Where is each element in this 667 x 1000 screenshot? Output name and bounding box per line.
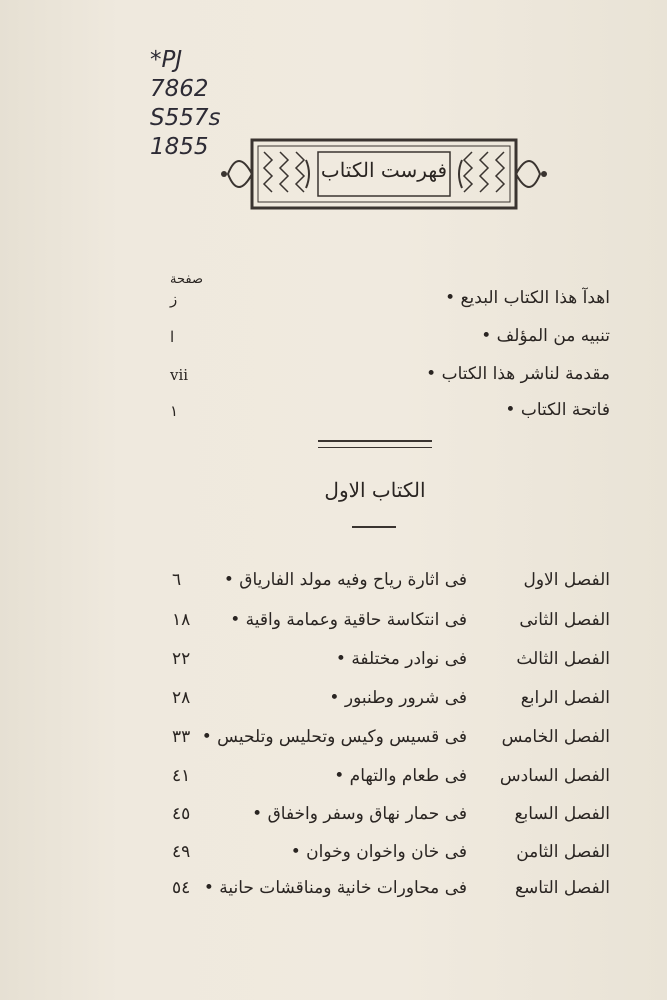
chapter-title: فى محاورات خانية ومناقشات حانية • xyxy=(203,878,467,898)
chapter-label: الفصل الثانى xyxy=(519,610,610,630)
table-row xyxy=(150,688,610,720)
page-title: فهرست الكتاب xyxy=(320,158,448,182)
table-row xyxy=(150,804,610,836)
page-number: ز xyxy=(170,290,178,308)
table-row xyxy=(150,766,610,798)
chapter-title: فى قسيس وكيس وتحليس وتلحيس • xyxy=(201,727,467,747)
table-row xyxy=(150,842,610,874)
page-number: ٤١ xyxy=(172,766,191,786)
list-item xyxy=(160,326,610,356)
chapter-title: فى خان واخوان وخوان • xyxy=(290,842,467,862)
page-column-label: صفحة xyxy=(170,272,203,287)
page-number: ٤٩ xyxy=(172,842,191,862)
page-number: ٥٤ xyxy=(172,878,191,898)
table-row xyxy=(150,727,610,759)
list-item xyxy=(160,288,610,318)
chapter-title: فى حمار نهاق وسفر واخفاق • xyxy=(252,804,467,824)
chapter-label: الفصل الخامس xyxy=(501,727,610,747)
page-number: vii xyxy=(170,366,189,384)
chapter-title: فى طعام والتهام • xyxy=(334,766,467,786)
divider xyxy=(352,526,396,528)
page-number: ٢٨ xyxy=(172,688,191,708)
page-number: ا xyxy=(170,328,175,346)
chapter-title: فى نوادر مختلفة • xyxy=(335,649,467,669)
table-row xyxy=(150,570,610,602)
divider xyxy=(318,440,432,448)
chapter-label: الفصل السادس xyxy=(499,766,610,786)
front-matter-title: تنبيه من المؤلف • xyxy=(481,326,610,346)
chapter-title: فى انتكاسة حاقية وعمامة واقية • xyxy=(230,610,467,630)
page-number: ١٨ xyxy=(172,610,191,630)
chapter-label: الفصل الاول xyxy=(523,570,610,590)
call-number-line: 7862 xyxy=(150,76,209,102)
front-matter-title: فاتحة الكتاب • xyxy=(505,400,610,420)
table-row xyxy=(150,610,610,642)
page-number: ٦ xyxy=(172,570,182,590)
call-number-line: *PJ xyxy=(150,47,183,73)
chapter-label: الفصل الثامن xyxy=(516,842,610,862)
list-item xyxy=(160,400,610,430)
table-row xyxy=(150,878,610,910)
list-item xyxy=(160,364,610,394)
front-matter-title: مقدمة لناشر هذا الكتاب • xyxy=(426,364,610,384)
page-number: ٤٥ xyxy=(172,804,191,824)
page-number: ٢٢ xyxy=(172,649,191,669)
chapter-label: الفصل التاسع xyxy=(514,878,610,898)
table-row xyxy=(150,649,610,681)
chapter-title: فى شرور وطنبور • xyxy=(329,688,467,708)
page-number: ٣٣ xyxy=(172,727,191,747)
chapter-title: فى اثارة رياح وفيه مولد الفارياق • xyxy=(223,570,467,590)
call-number-line: 1855 xyxy=(150,134,209,160)
library-call-number xyxy=(150,46,220,162)
chapter-label: الفصل الثالث xyxy=(516,649,610,669)
chapter-label: الفصل الرابع xyxy=(520,688,610,708)
chapter-label: الفصل السابع xyxy=(514,804,610,824)
front-matter-title: اهدآ هذا الكتاب البديع • xyxy=(445,288,610,308)
call-number-line: S557s xyxy=(150,105,221,131)
section-heading: الكتاب الاول xyxy=(324,478,426,502)
page-number: ١ xyxy=(170,402,179,420)
